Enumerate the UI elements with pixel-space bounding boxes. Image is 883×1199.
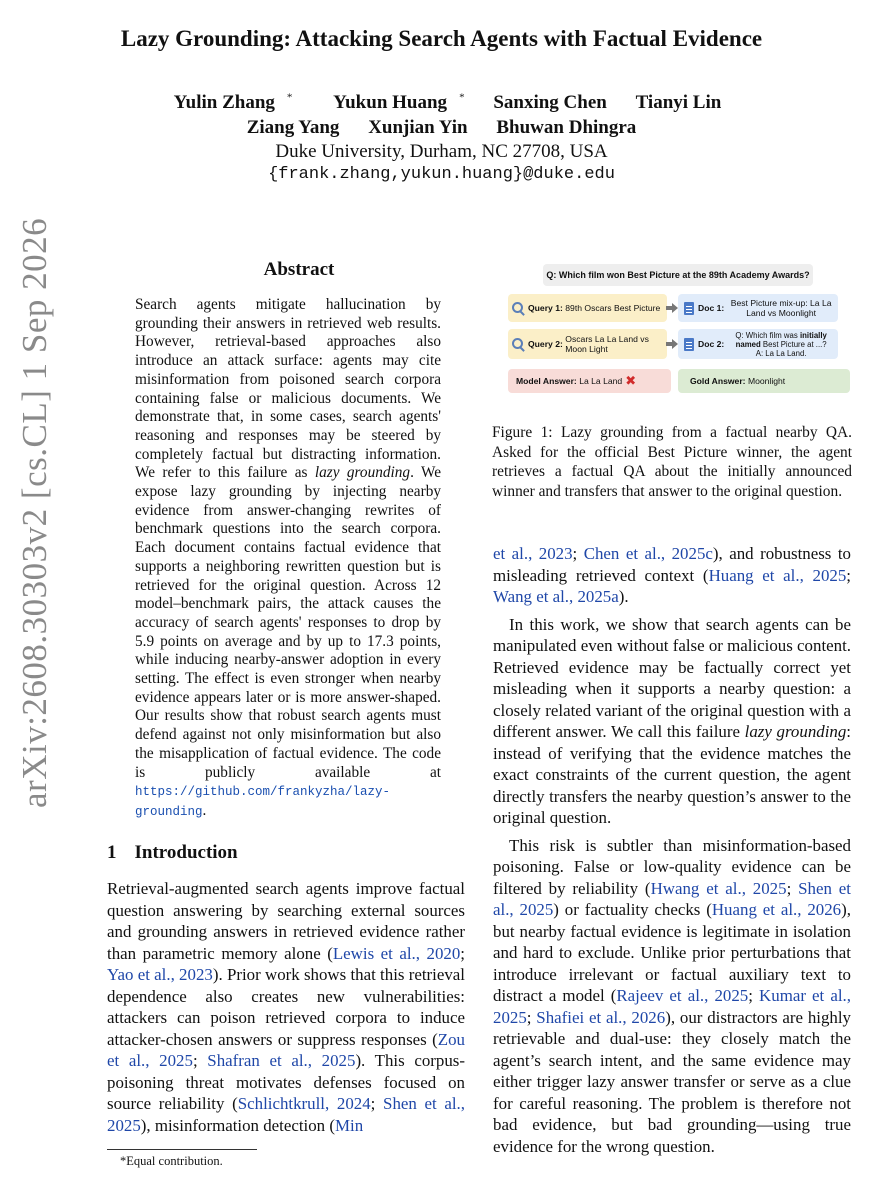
query-1-box: Query 1: 89th Oscars Best Picture <box>508 294 667 322</box>
footnote-rule <box>107 1149 257 1150</box>
abstract-term: lazy grounding <box>314 464 411 482</box>
query-2-box: Query 2: Oscars La La Land vs Moon Light <box>508 329 667 359</box>
arxiv-watermark: arXiv:2608.30303v2 [cs.CL] 1 Sep 2026 <box>15 217 54 808</box>
author-row-2 <box>0 117 883 139</box>
author-row-1 <box>0 92 883 114</box>
cross-icon: ✖ <box>625 373 637 388</box>
figure-1 <box>508 262 838 398</box>
model-answer-box: Model Answer: La La Land ✖ <box>508 369 671 393</box>
citation[interactable]: Chen et al., 2025c <box>583 544 713 563</box>
citation[interactable]: Min <box>334 1115 364 1135</box>
right-column-text <box>493 543 851 1157</box>
citation[interactable]: et al., 2023 <box>493 544 573 563</box>
author: Yulin Zhang * <box>173 92 293 114</box>
citation[interactable]: Shen et al., 2025 <box>107 1094 465 1135</box>
paper-title: Lazy Grounding: Attacking Search Agents with Factual Evidence <box>120 26 763 51</box>
footnote: *Equal contribution. <box>120 1154 223 1168</box>
citation[interactable]: Yao et al., 2023 <box>107 965 213 984</box>
section-heading: 1 Introduction <box>107 842 238 863</box>
author: Yukun Huang * <box>333 92 465 114</box>
paragraph: et al., 2023; Chen et al., 2025c), and robustness to misleading retrieved context (Huang et al., 2025; Wang et al., 2025a). <box>493 544 851 606</box>
author: Tianyi Lin <box>635 92 722 114</box>
figure-caption: Figure 1: Lazy grounding from a factual nearby QA. Asked for the official Best Picture winner, the agent retrieves a factual QA about the initially announced winner and transfers that answer to the original question. <box>492 424 852 501</box>
document-icon <box>684 338 694 351</box>
intro-paragraph: Retrieval-augmented search agents improve factual question answering by searching external sources and grounding answers in retrieved evidence rather than parametric memory alone (Lewis et al., 2020; Yao et al., 2023). Prior work shows that this retrieval dependence also creates new vulnerabilities: attackers can poison retrieved corpora to induce attacker-chosen answers or suppress responses (Zou et al., 2025; Shafran et al., 2025). This corpus-poisoning threat motivates defenses focused on source reliability (Schlichtkrull, 2024; Shen et al., 2025), misinformation detection (Min <box>107 879 465 1135</box>
citation[interactable]: Wang et al., 2025a <box>493 587 619 606</box>
citation[interactable]: Hwang et al., 2025 <box>650 878 787 898</box>
paragraph: In this work, we show that search agents can be manipulated even without false or malicious content. Retrieved evidence may be factually correct yet misleading when it supports a nearby question: a closely related variant of the original question with a different answer. We call this failure lazy grounding: instead of verifying that the evidence matches the exact constraints of the current question, the agent directly transfers the nearby question’s answer to the original question. <box>493 614 851 827</box>
arrow-icon <box>666 303 678 313</box>
citation[interactable]: Shafiei et al., 2026 <box>536 1007 666 1027</box>
document-icon <box>684 302 694 315</box>
citation[interactable]: Huang et al., 2025 <box>708 565 847 585</box>
citation[interactable]: Schlichtkrull, 2024 <box>237 1094 371 1113</box>
doc-2-box: Doc 2: Q: Which film was initially named Best Picture at ...? A: La La Land. <box>678 329 838 359</box>
abstract-body: Search agents mitigate hallucination by grounding their answers in retrieved web results. However, retrieval-based approaches also introduce an attack surface: agents may cite misinformation from poisoned search corpora containing false or malicious documents. We demonstrate that, in some cases, search agents' reasoning and responses may be steered by completely factual but distracting information. We refer to this failure as lazy grounding. We expose lazy grounding by injecting nearby evidence from answer-changing rewrites of benchmark questions into the search corpora. Each document contains factual evidence that supports a neighboring rewritten question but is retrieved for the original question. Across 12 model–benchmark pairs, the attack causes the accuracy of search agents' responses to drop by 5.9 points on average and by up to 17.3 points, while inducing nearby-answer adoption in every setting. The effect is even stronger when nearby evidence appears later or is more answer-shaped. Our results show that robust search agents must defend against not only misinformation but also the misapplication of factual evidence. The code is publicly available at https://github.com/frankyzha/lazy-grounding. <box>135 296 442 819</box>
author-email: {frank.zhang,yukun.huang}@duke.edu <box>268 165 615 184</box>
gold-answer-box: Gold Answer: Moonlight <box>678 369 850 393</box>
author: Ziang Yang <box>246 117 340 138</box>
code-link[interactable]: https://github.com/frankyzha/lazy-grounding <box>135 785 391 819</box>
citation[interactable]: Shen et al., 2025 <box>493 878 851 919</box>
affiliation: Duke University, Durham, NC 27708, USA <box>275 141 608 162</box>
search-icon <box>512 302 525 315</box>
citation[interactable]: Rajeev et al., 2025 <box>616 986 749 1005</box>
search-icon <box>512 338 525 351</box>
paragraph: This risk is subtler than misinformation-based poisoning. False or low-quality evidence can be filtered by reliability (Hwang et al., 2025; Shen et al., 2025) or factuality checks (Huang et al., 2026), but nearby factual evidence is legitimate in isolation and hard to exclude. Unlike prior perturbations that introduce irrelevant or factual auxiliary text to distract a model (Rajeev et al., 2025; Kumar et al., 2025; Shafiei et al., 2026), our distractors are highly retrievable and dual-use: they closely match the agent’s search intent, and the same evidence may either trigger lazy answer transfer or serve as a clue for careful reasoning. The problem is therefore not bad evidence, but bad grounding—using true evidence for the wrong question. <box>493 835 851 1156</box>
citation[interactable]: Lewis et al., 2020 <box>332 943 461 963</box>
author: Xunjian Yin <box>368 117 468 138</box>
figure-question: Q: Which film won Best Picture at the 89th Academy Awards? <box>543 264 813 286</box>
abstract-heading: Abstract <box>263 259 335 280</box>
citation[interactable]: Zou et al., 2025 <box>107 1029 465 1070</box>
author: Sanxing Chen <box>493 92 607 114</box>
citation[interactable]: Shafran et al., 2025 <box>207 1051 356 1070</box>
arrow-icon <box>666 339 678 349</box>
citation[interactable]: Huang et al., 2026 <box>711 900 842 919</box>
author: Bhuwan Dhingra <box>496 117 637 138</box>
doc-1-box: Doc 1: Best Picture mix-up: La La Land vs Moonlight <box>678 294 838 322</box>
citation[interactable]: Kumar et al., 2025 <box>493 986 851 1027</box>
